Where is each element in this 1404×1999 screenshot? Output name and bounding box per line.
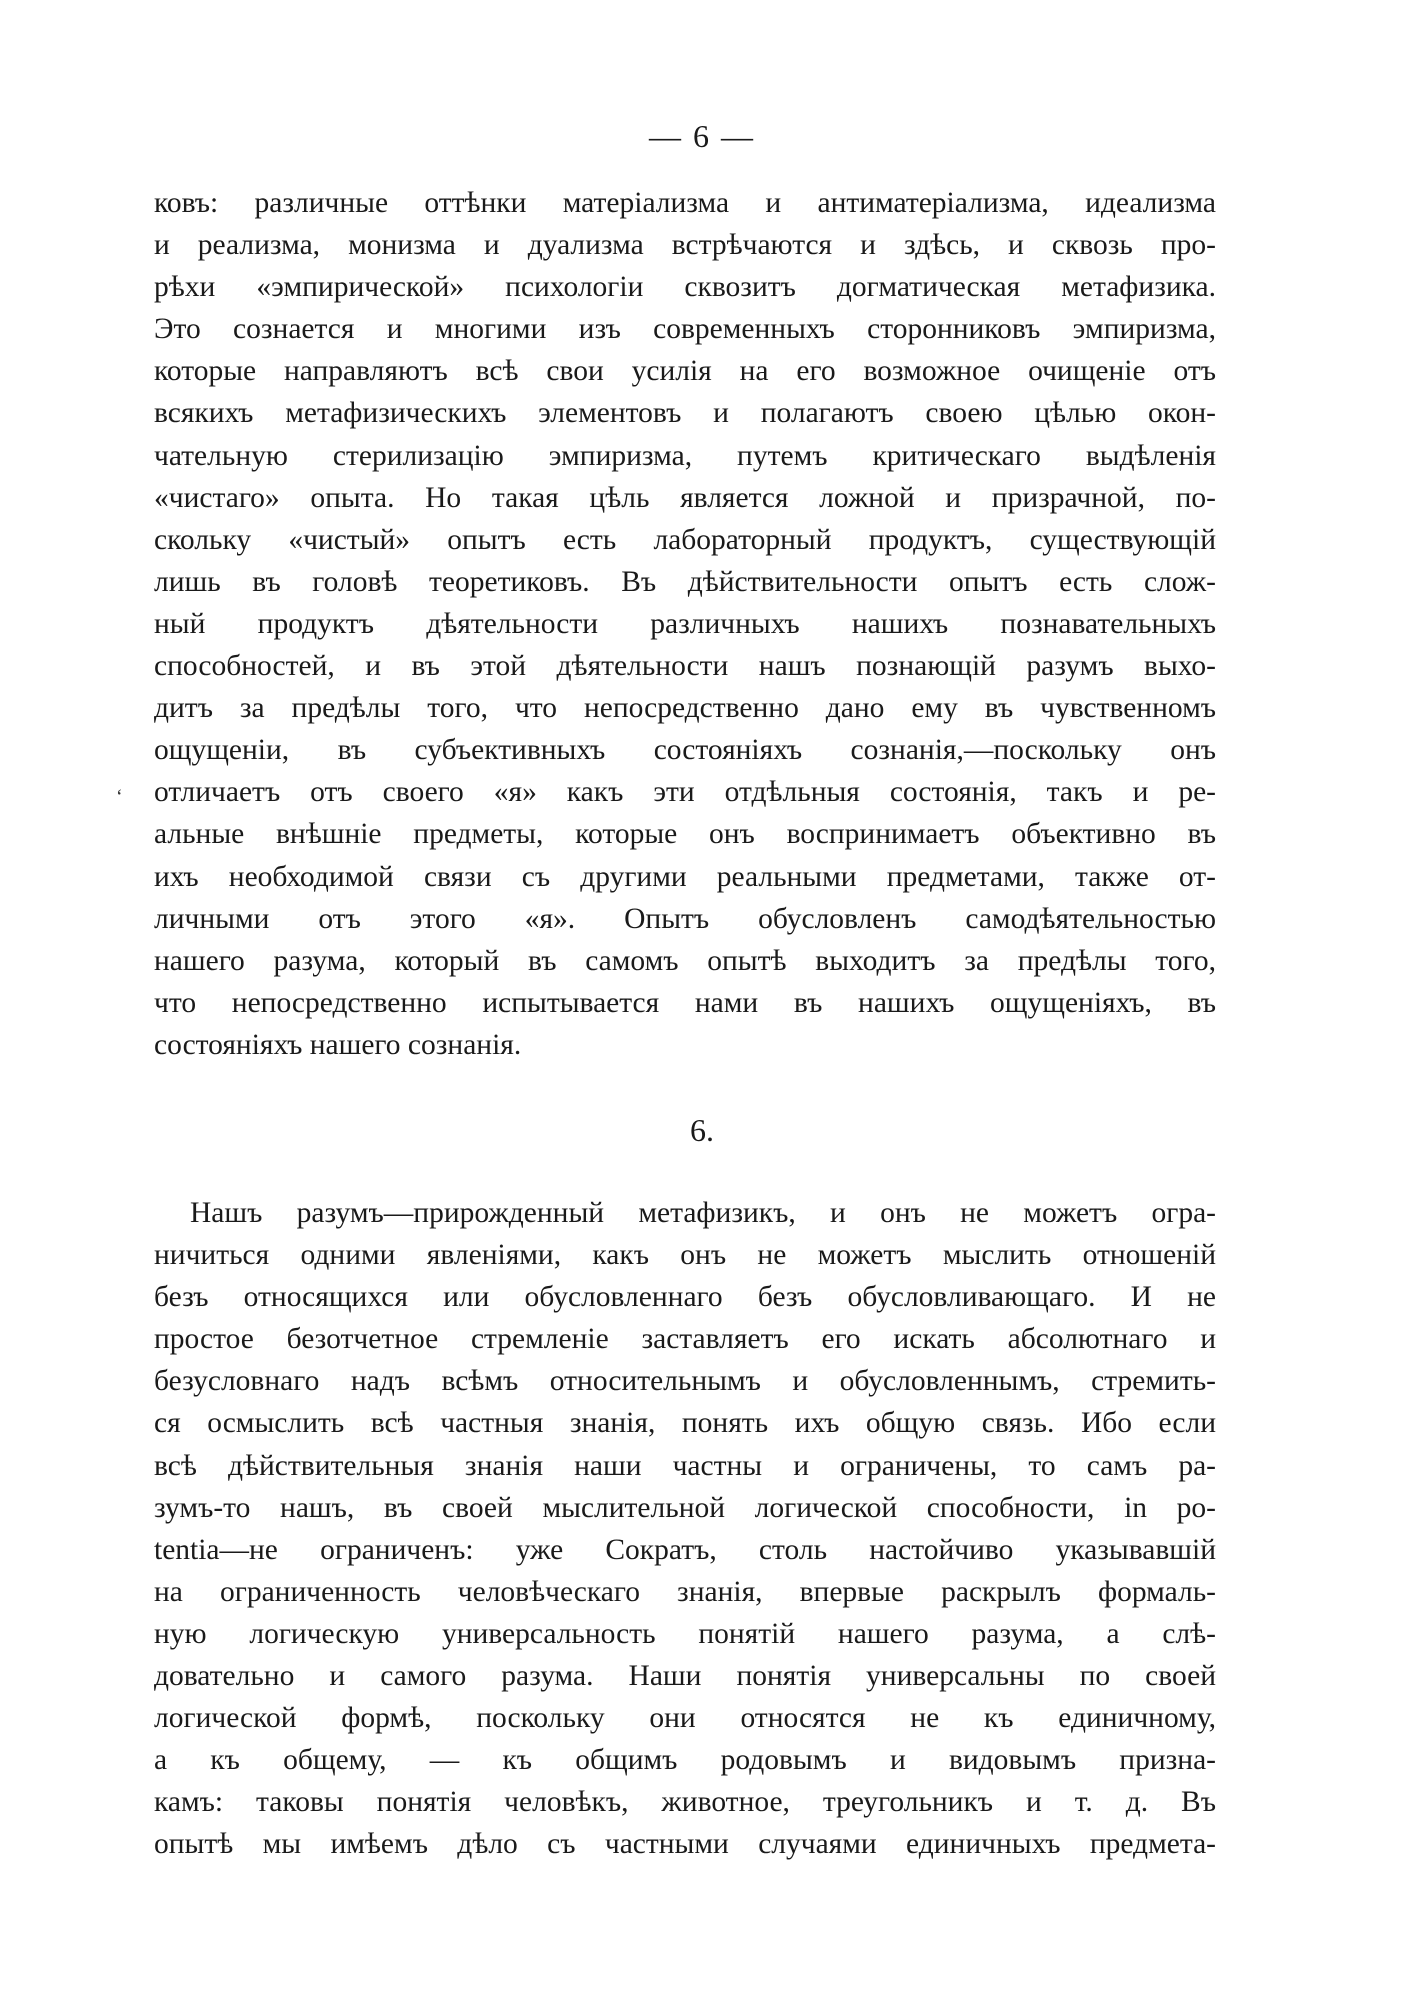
text-line: безусловнаго надъ всѣмъ относительнымъ и обусловленнымъ, стремить- (154, 1365, 1216, 1398)
text-line: способностей, и въ этой дѣятельности нашъ познающій разумъ выхо- (154, 650, 1216, 683)
text-line: лишь въ головѣ теоретиковъ. Въ дѣйствительности опытъ есть слож- (154, 565, 1216, 598)
text-line: логической формѣ, поскольку они относятся не къ единичному, (154, 1702, 1216, 1735)
text-line: на ограниченность человѣческаго знанія, впервые раскрылъ формаль- (154, 1575, 1216, 1608)
text-line: ощущеніи, въ субъективныхъ состояніяхъ сознанія,—поскольку онъ (154, 734, 1216, 767)
text-line: камъ: таковы понятія человѣкъ, животное, треугольникъ и т. д. Въ (154, 1786, 1216, 1819)
text-line: чательную стерилизацію эмпиризма, путемъ критическаго выдѣленія (154, 439, 1216, 472)
section-heading: 6. (690, 1112, 714, 1148)
text-line: отличаетъ отъ своего «я» какъ эти отдѣльныя состоянія, такъ и ре- (154, 776, 1216, 809)
text-line: «чистаго» опыта. Но такая цѣль является ложной и призрачной, по- (154, 481, 1216, 514)
text-line: простое безотчетное стремленіе заставляетъ его искать абсолютнаго и (154, 1323, 1216, 1356)
text-line: ный продуктъ дѣятельности различныхъ нашихъ познавательныхъ (154, 607, 1216, 640)
text-line: безъ относящихся или обусловленнаго безъ обусловливающаго. И не (154, 1281, 1216, 1314)
page-number: — 6 — (649, 118, 755, 154)
text-line: ихъ необходимой связи съ другими реальными предметами, также от- (154, 860, 1216, 893)
text-line: всякихъ метафизическихъ элементовъ и полагаютъ своею цѣлью окон- (154, 397, 1216, 430)
text-line: и реализма, монизма и дуализма встрѣчаются и здѣсь, и сквозь про- (154, 229, 1216, 262)
text-line: скольку «чистый» опытъ есть лабораторный продуктъ, существующій (154, 523, 1216, 556)
text-line: tentia—не ограниченъ: уже Сократъ, столь настойчиво указывавшій (154, 1533, 1216, 1566)
text-line: Нашъ разумъ—прирожденный метафизикъ, и онъ не можетъ огра- (190, 1197, 1216, 1229)
text-line: которые направляютъ всѣ свои усилія на его возможное очищеніе отъ (154, 355, 1216, 388)
stray-ink-mark: ‘ (116, 786, 123, 808)
text-line: ную логическую универсальность понятій нашего разума, а слѣ- (154, 1617, 1216, 1650)
text-line: Это сознается и многими изъ современныхъ сторонниковъ эмпиризма, (154, 313, 1216, 346)
paragraph (154, 1192, 1216, 1866)
text-line: опытѣ мы имѣемъ дѣло съ частными случаями единичныхъ предмета- (154, 1828, 1216, 1861)
text-line: личными отъ этого «я». Опытъ обусловленъ самодѣятельностью (154, 902, 1216, 935)
text-line: ничиться одними явленіями, какъ онъ не можетъ мыслить отношеній (154, 1239, 1216, 1272)
text-line: дитъ за предѣлы того, что непосредственно дано ему въ чувственномъ (154, 692, 1216, 725)
text-line: зумъ-то нашъ, въ своей мыслительной логической способности, in po- (154, 1491, 1216, 1524)
text-line: ся осмыслить всѣ частныя знанія, понять ихъ общую связь. Ибо если (154, 1407, 1216, 1440)
text-line: а къ общему, — къ общимъ родовымъ и видовымъ призна- (154, 1744, 1216, 1777)
paragraph-continued (154, 182, 1216, 1066)
text-line: ковъ: различные оттѣнки матеріализма и антиматеріализма, идеализма (154, 187, 1216, 219)
text-line: всѣ дѣйствительныя знанія наши частны и ограничены, то самъ ра- (154, 1449, 1216, 1482)
text-line: состояніяхъ нашего сознанія. (154, 1028, 522, 1061)
text-line: рѣхи «эмпирической» психологіи сквозитъ догматическая метафизика. (154, 271, 1216, 304)
text-line: довательно и самого разума. Наши понятія универсальны по своей (154, 1660, 1216, 1693)
text-line: что непосредственно испытывается нами въ нашихъ ощущеніяхъ, въ (154, 986, 1216, 1019)
text-line: нашего разума, который въ самомъ опытѣ выходитъ за предѣлы того, (154, 944, 1216, 977)
text-line: альные внѣшніе предметы, которые онъ воспринимаетъ объективно въ (154, 818, 1216, 851)
